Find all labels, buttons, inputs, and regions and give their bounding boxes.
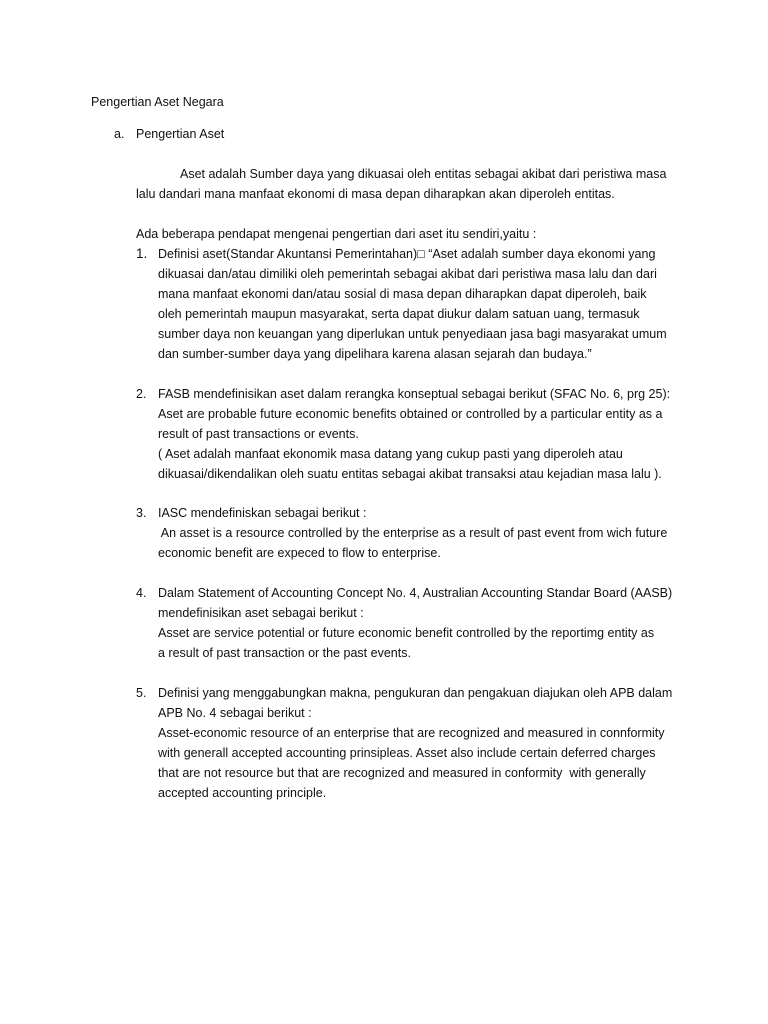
list-item-line: Dalam Statement of Accounting Concept No. 4, Australian Accounting Standar Board (AASB) <box>158 586 673 600</box>
list-item-line: dan sumber-sumber daya yang dipelihara karena alasan sejarah dan budaya.” <box>158 347 592 361</box>
list-item-number: 2. <box>136 387 147 401</box>
list-item-line: sumber daya non keuangan yang diperlukan untuk penyediaan jasa bagi masyarakat umum <box>158 327 667 341</box>
list-item-number: 4. <box>136 586 147 600</box>
list-item-line: Asset-economic resource of an enterprise that are recognized and measured in connformity <box>158 726 665 740</box>
list-item-line: a result of past transaction or the past events. <box>158 646 411 660</box>
list-item-number: 3. <box>136 506 147 520</box>
list-item-line: result of past transactions or events. <box>158 427 359 441</box>
list-item-line: with generall accepted accounting prinsipleas. Asset also include certain deferred charges <box>158 746 656 760</box>
list-item <box>158 683 698 803</box>
list-item <box>158 244 698 364</box>
list-item-line: oleh pemerintah maupun masyarakat, serta dapat diukur dalam satuan uang, termasuk <box>158 307 640 321</box>
list-item <box>158 384 698 484</box>
list-item <box>158 583 698 663</box>
intro-paragraph <box>136 164 696 204</box>
document-title: Pengertian Aset Negara <box>91 95 224 109</box>
list-item-line: Asset are service potential or future economic benefit controlled by the reportimg entity as <box>158 626 655 640</box>
list-item-line: APB No. 4 sebagai berikut : <box>158 706 312 720</box>
list-item-line: that are not resource but that are recognized and measured in conformity with generally <box>158 766 646 780</box>
section-letter: a. <box>114 127 125 141</box>
list-item-line: FASB mendefinisikan aset dalam rerangka konseptual sebagai berikut (SFAC No. 6, prg 25): <box>158 387 671 401</box>
list-item-line: An asset is a resource controlled by the enterprise as a result of past event from wich future <box>158 526 668 540</box>
intro-line: Aset adalah Sumber daya yang dikuasai oleh entitas sebagai akibat dari peristiwa masa <box>180 167 667 181</box>
intro-line: lalu dandari mana manfaat ekonomi di masa depan diharapkan akan diperoleh entitas. <box>136 187 615 201</box>
list-item-line: mendefinisikan aset sebagai berikut : <box>158 606 364 620</box>
list-item-line: mana manfaat ekonomi dan/atau sosial di masa depan diharapkan dapat diperoleh, baik <box>158 287 647 301</box>
list-item-line: IASC mendefiniskan sebagai berikut : <box>158 506 367 520</box>
list-item-line: economic benefit are expeced to flow to enterprise. <box>158 546 441 560</box>
list-item <box>158 503 698 563</box>
list-item-line: Aset are probable future economic benefits obtained or controlled by a particular entity as a <box>158 407 663 421</box>
section-heading: Pengertian Aset <box>136 127 225 141</box>
list-item-number: 1. <box>136 246 148 261</box>
list-item-line: accepted accounting principle. <box>158 786 327 800</box>
list-item-line: Definisi aset(Standar Akuntansi Pemerintahan)□ “Aset adalah sumber daya ekonomi yang <box>158 247 656 261</box>
lead-sentence: Ada beberapa pendapat mengenai pengertian dari aset itu sendiri,yaitu : <box>136 227 537 241</box>
list-item-line: dikuasai dan/atau dimiliki oleh pemerintah sebagai akibat dari peristiwa masa lalu dan dari <box>158 267 657 281</box>
list-item-line: ( Aset adalah manfaat ekonomik masa datang yang cukup pasti yang diperoleh atau <box>158 447 623 461</box>
list-item-number: 5. <box>136 686 147 700</box>
list-item-line: dikuasai/dikendalikan oleh suatu entitas sebagai akibat transaksi atau kejadian masa lalu ). <box>158 467 662 481</box>
list-item-line: Definisi yang menggabungkan makna, pengukuran dan pengakuan diajukan oleh APB dalam <box>158 686 673 700</box>
